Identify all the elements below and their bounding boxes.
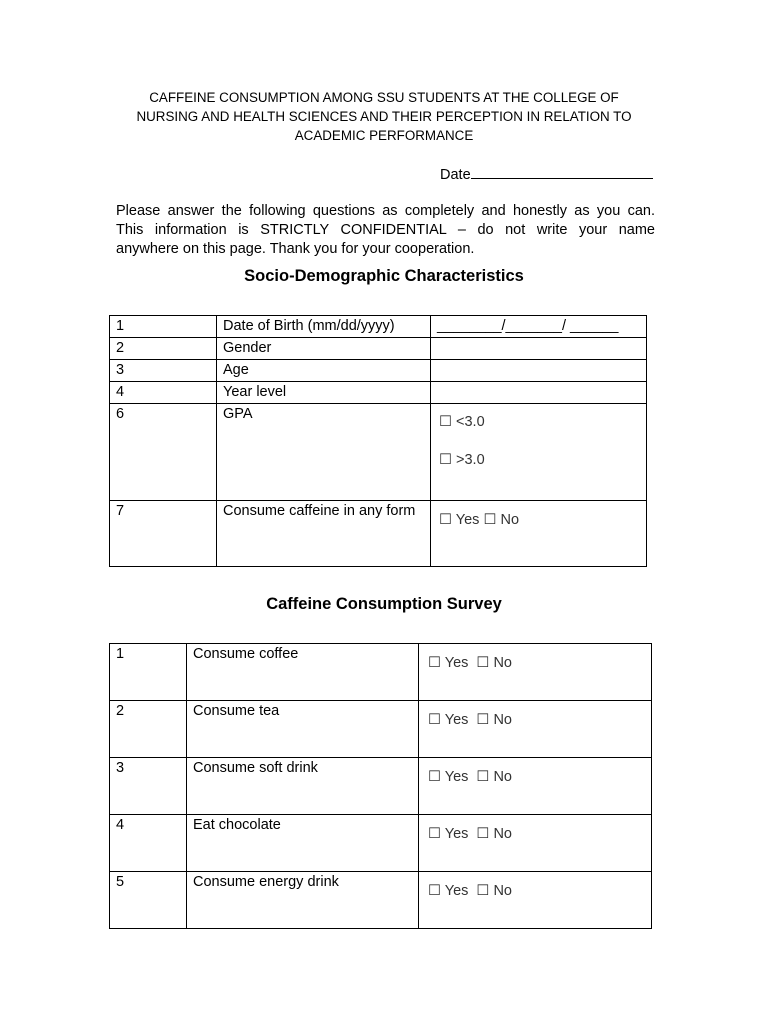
title-line-3: ACADEMIC PERFORMANCE	[294, 128, 474, 143]
table-row	[110, 360, 647, 382]
yes-no-checkboxes	[419, 701, 652, 758]
row-number: 4	[110, 382, 217, 404]
yes-checkbox[interactable]: ☐ Yes	[428, 826, 469, 842]
table-row	[110, 872, 652, 929]
caffeine-survey-table	[109, 643, 652, 929]
yes-checkbox[interactable]: ☐ Yes	[428, 769, 469, 785]
row-label: Date of Birth (mm/dd/yyyy)	[217, 316, 431, 338]
table-row	[110, 382, 647, 404]
socio-demographic-table	[109, 315, 647, 567]
yes-checkbox[interactable]: ☐ Yes	[428, 712, 469, 728]
row-number: 2	[110, 338, 217, 360]
row-label: Year level	[217, 382, 431, 404]
table-row	[110, 815, 652, 872]
row-number: 1	[110, 316, 217, 338]
instructions-paragraph	[116, 202, 655, 259]
yes-no-checkboxes	[419, 815, 652, 872]
row-label: Gender	[217, 338, 431, 360]
row-label: Consume energy drink	[187, 872, 419, 929]
gpa-option-below-3[interactable]: ☐ <3.0	[439, 414, 485, 430]
no-checkbox[interactable]: ☐ No	[476, 883, 512, 899]
intro-line-1: Please answer the following questions as completely and honestly as you can.	[116, 203, 655, 219]
date-label: Date	[440, 167, 471, 183]
row-label: GPA	[217, 404, 431, 501]
table-row	[110, 758, 652, 815]
gpa-options	[431, 404, 647, 501]
no-checkbox[interactable]: ☐ No	[476, 769, 512, 785]
gpa-option-above-3[interactable]: ☐ >3.0	[439, 452, 485, 468]
caffeine-any-form-answer[interactable]	[431, 501, 647, 567]
row-number: 3	[110, 360, 217, 382]
table-row	[110, 701, 652, 758]
row-label: Consume tea	[187, 701, 419, 758]
gender-answer[interactable]	[431, 338, 647, 360]
yes-no-checkboxes	[419, 872, 652, 929]
table-row	[110, 644, 652, 701]
intro-line-2: This information is STRICTLY CONFIDENTIAL – do not write your name	[116, 222, 655, 238]
table-row	[110, 501, 647, 567]
date-blank-line[interactable]	[471, 164, 653, 179]
row-number: 3	[110, 758, 187, 815]
row-label: Consume caffeine in any form	[217, 501, 431, 567]
row-label: Consume soft drink	[187, 758, 419, 815]
date-field[interactable]	[440, 164, 653, 183]
date-of-birth-answer[interactable]: ________/_______/ ______	[431, 316, 647, 338]
year-level-answer[interactable]	[431, 382, 647, 404]
row-number: 4	[110, 815, 187, 872]
document-title	[110, 88, 658, 145]
table-row	[110, 404, 647, 501]
no-checkbox[interactable]: ☐ No	[476, 712, 512, 728]
table-row	[110, 316, 647, 338]
no-checkbox[interactable]: ☐ No	[476, 826, 512, 842]
no-checkbox[interactable]: ☐ No	[476, 655, 512, 671]
title-line-2: NURSING AND HEALTH SCIENCES AND THEIR PERCEPTION IN RELATION TO	[136, 109, 632, 124]
row-number: 1	[110, 644, 187, 701]
intro-line-3: anywhere on this page. Thank you for your cooperation.	[116, 241, 475, 257]
title-line-1: CAFFEINE CONSUMPTION AMONG SSU STUDENTS AT THE COLLEGE OF	[149, 90, 619, 105]
row-number: 2	[110, 701, 187, 758]
row-number: 6	[110, 404, 217, 501]
table-row	[110, 338, 647, 360]
yes-no-checkboxes	[419, 644, 652, 701]
yes-checkbox[interactable]: ☐ Yes	[428, 655, 469, 671]
socio-demographic-heading: Socio-Demographic Characteristics	[244, 267, 524, 285]
row-label: Age	[217, 360, 431, 382]
yes-no-checkboxes[interactable]: ☐ Yes ☐ No	[439, 512, 520, 528]
row-label: Eat chocolate	[187, 815, 419, 872]
age-answer[interactable]	[431, 360, 647, 382]
row-number: 7	[110, 501, 217, 567]
caffeine-survey-heading: Caffeine Consumption Survey	[266, 595, 502, 613]
row-label: Consume coffee	[187, 644, 419, 701]
row-number: 5	[110, 872, 187, 929]
yes-checkbox[interactable]: ☐ Yes	[428, 883, 469, 899]
yes-no-checkboxes	[419, 758, 652, 815]
